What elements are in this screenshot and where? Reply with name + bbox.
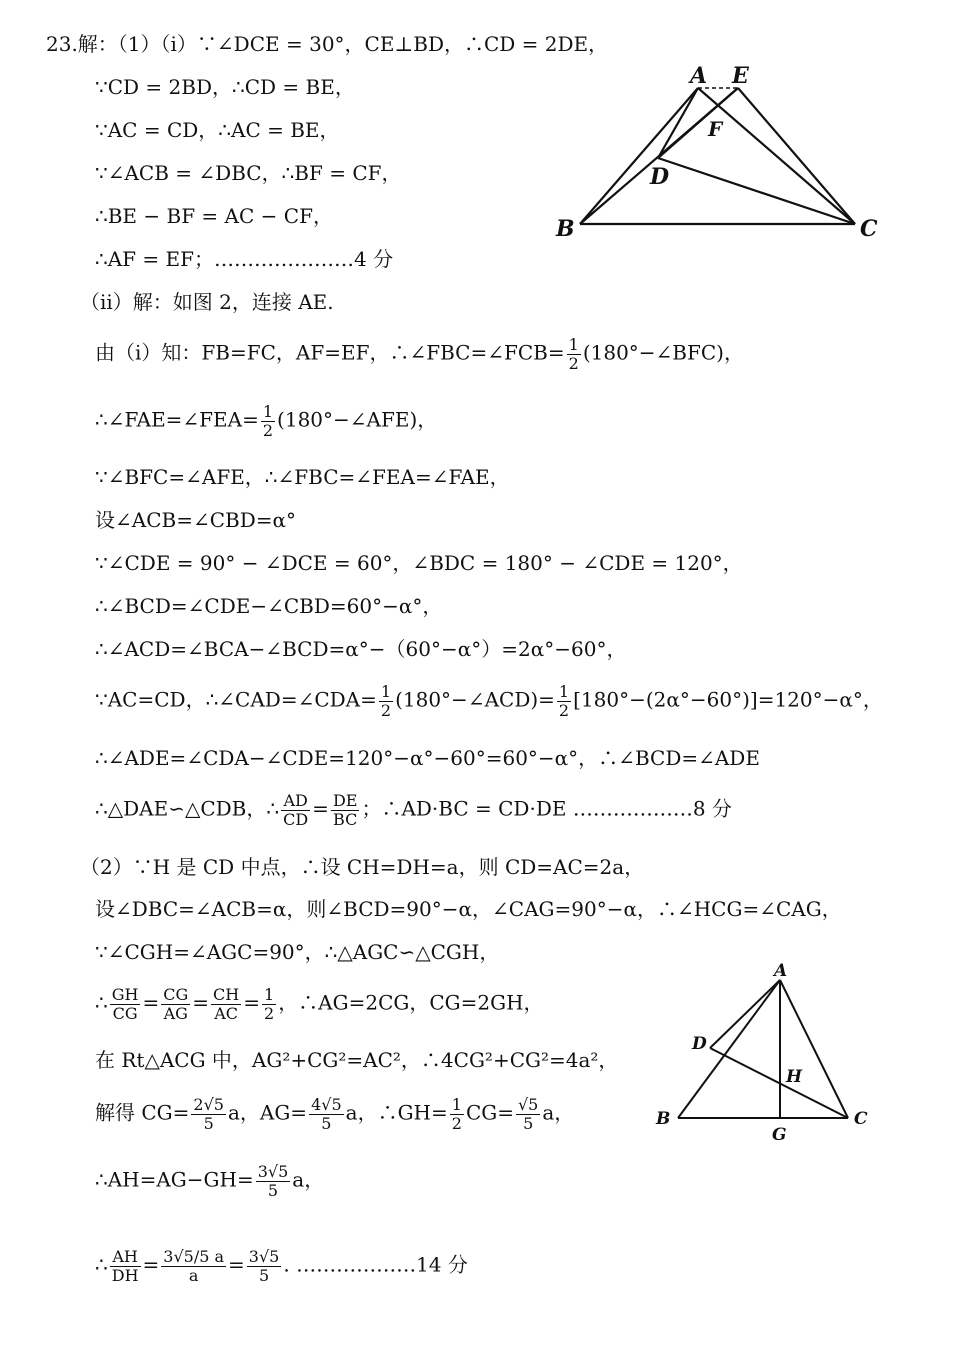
- label-g: G: [772, 1125, 787, 1145]
- fraction: $\frac{1}{2}$: [380, 682, 392, 720]
- text-line: ∵∠CGH=∠AGC=90°，∴△AGC∽△CGH，: [95, 940, 500, 964]
- fraction: $\frac{√5}{5}$: [517, 1095, 539, 1133]
- figure-1-triangle-diagram: [550, 58, 890, 248]
- fraction: $\frac{1}{2}$: [264, 985, 275, 1023]
- text-line: （ii）解：如图 2，连接 AE.: [80, 290, 334, 314]
- fraction: $\frac{CG}{AG}$: [163, 985, 189, 1023]
- text-line: ∴∠BCD=∠CDE−∠CBD=60°−α°，: [95, 594, 443, 618]
- text-line: ∵CD = 2BD，∴CD = BE，: [95, 75, 355, 99]
- fraction: $\frac{3√5/5 a}{a}$: [163, 1247, 225, 1285]
- solution-heading: 23.解：（1）（i）∵∠DCE = 30°，CE⊥BD，∴CD = 2DE，: [46, 32, 609, 56]
- text-line: （2）∵H 是 CD 中点，∴设 CH=DH=a，则 CD=AC=2a，: [80, 855, 645, 879]
- label-a: A: [774, 961, 788, 981]
- text-line: 设∠DBC=∠ACB=α，则∠BCD=90°−α，∠CAG=90°−α，∴∠HCG=∠CAG，: [95, 897, 842, 921]
- label-h: H: [786, 1067, 803, 1087]
- text-line: ∴BE − BF = AC − CF，: [95, 204, 333, 228]
- fraction: $\frac{1}{2}$: [262, 402, 274, 440]
- text-line: ∴ $\frac{GH}{CG}$ = $\frac{CG}{AG}$ = $\frac{CH}{AC}$ = $\frac{1}{2}$ ，∴AG=2CG，CG=2GH，: [95, 985, 544, 1023]
- label-d: D: [692, 1034, 707, 1054]
- text-line: ∵∠ACB = ∠DBC，∴BF = CF，: [95, 161, 402, 185]
- fraction: $\frac{GH}{CG}$: [111, 985, 139, 1023]
- label-f: F: [708, 117, 723, 141]
- label-b: B: [656, 1109, 671, 1129]
- text-line: ∴∠ADE=∠CDA−∠CDE=120°−α°−60°=60°−α°，∴∠BCD=∠ADE: [95, 746, 760, 770]
- text-line: 解得 CG= $\frac{2√5}{5}$ a，AG= $\frac{4√5}{5}$ a，∴GH= $\frac{1}{2}$ CG= $\frac{√5}{5}$ a，: [95, 1095, 575, 1133]
- fraction: $\frac{1}{2}$: [451, 1095, 462, 1133]
- text-line: ∴∠ACD=∠BCA−∠BCD=α°−（60°−α°）=2α°−60°，: [95, 637, 627, 661]
- label-d: D: [650, 164, 670, 190]
- fraction: $\frac{3√5}{5}$: [257, 1162, 289, 1200]
- text-line: ∴AH=AG−GH= $\frac{3√5}{5}$ a，: [95, 1162, 325, 1200]
- fraction: $\frac{AD}{CD}$: [283, 791, 309, 829]
- label-a: A: [690, 63, 708, 89]
- label-b: B: [556, 216, 575, 242]
- text-line: ∴△DAE∽△CDB，∴ $\frac{AD}{CD}$ = $\frac{DE}{BC}$ ；∴AD·BC = CD·DE ………………8 分: [95, 791, 732, 829]
- text-line: ∴ $\frac{AH}{DH}$ = $\frac{3√5/5 a}{a}$ = $\frac{3√5}{5}$ . ………………14 分: [95, 1247, 468, 1285]
- fraction: $\frac{1}{2}$: [568, 335, 579, 373]
- figure-2-triangle-diagram: [650, 958, 880, 1148]
- fraction: $\frac{1}{2}$: [558, 682, 570, 720]
- text-line: 在 Rt△ACG 中，AG²+CG²=AC²，∴4CG²+CG²=4a²，: [95, 1048, 619, 1072]
- fraction: $\frac{AH}{DH}$: [111, 1247, 139, 1285]
- label-c: C: [860, 216, 878, 242]
- fraction: $\frac{4√5}{5}$: [311, 1095, 342, 1133]
- fraction: $\frac{DE}{BC}$: [332, 791, 358, 829]
- label-c: C: [854, 1109, 868, 1129]
- text-line: ∵∠BFC=∠AFE，∴∠FBC=∠FEA=∠FAE，: [95, 465, 510, 489]
- text-line: ∵AC = CD，∴AC = BE，: [95, 118, 340, 142]
- text-line: ∴∠FAE=∠FEA= $\frac{1}{2}$ (180°−∠AFE)，: [95, 402, 438, 440]
- text-line: ∵AC=CD，∴∠CAD=∠CDA= $\frac{1}{2}$ (180°−∠ACD)= $\frac{1}{2}$ [180°−(2α°−60°)]=120°−α°，: [95, 682, 883, 720]
- text-line: ∵∠CDE = 90° − ∠DCE = 60°，∠BDC = 180° − ∠CDE = 120°，: [95, 551, 743, 575]
- text-line: 设∠ACB=∠CBD=α°: [95, 508, 297, 532]
- label-e: E: [732, 63, 749, 89]
- fraction: $\frac{CH}{AC}$: [213, 985, 240, 1023]
- fraction: $\frac{3√5}{5}$: [248, 1247, 280, 1285]
- fraction: $\frac{2√5}{5}$: [193, 1095, 224, 1133]
- text-line: 由（i）知：FB=FC，AF=EF，∴∠FBC=∠FCB= $\frac{1}{2}$ (180°−∠BFC)，: [95, 335, 744, 373]
- text-line: ∴AF = EF；…………………4 分: [95, 247, 394, 271]
